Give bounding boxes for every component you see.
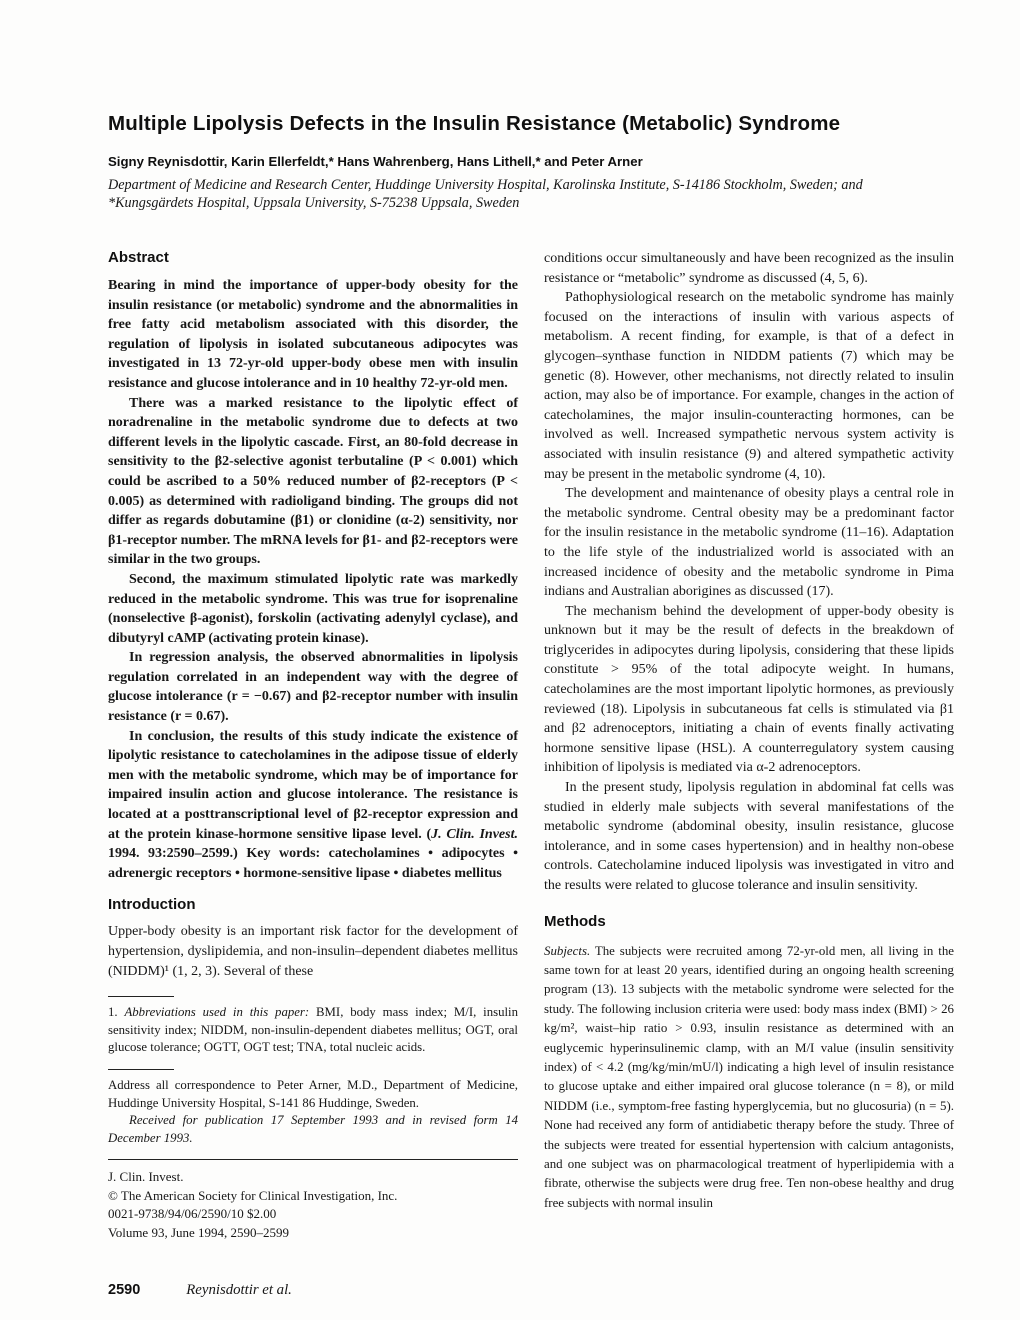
journal-name: J. Clin. Invest. [108, 1169, 184, 1185]
page-footer [108, 1281, 608, 1299]
abstract-heading: Abstract [108, 249, 169, 266]
pathophysiology-paragraph: Pathophysiological research on the metabolic syndrome has mainly focused on the interactions of insulin with various aspects of metabolism. A recent finding, for example, is that of a defect in glycogen–synthase function in NIDDM patients (7) which may be genetic (8). However, other mechanisms, not directly related to insulin action, may also be of importance. For example, changes in the action of catecholamines, the major insulin-counteracting hormones, can be involved as well. Increased sympathetic nervous system activity is associated with insulin resistance (9) and altered sympathetic activity may be present in the metabolic syndrome (4, 10). [544, 290, 954, 482]
mechanism-paragraph: The mechanism behind the development of upper-body obesity is unknown but it may be the result of defects in the breakdown of triglycerides in adipocytes during lipolysis, considering that these lipids constitute > 95% of the total adipocyte weight. In humans, catecholamines are the most important lipolytic hormones, as previously reviewed (18). Lipolysis in subcutaneous fat cells is stimulated via β1 and β2 adrenoceptors, initiating a chain of events finally activating hormone sensitive lipase (HSL). A counterregulatory system causing inhibition of lipolysis is mediated via α-2 adrenoceptors. [544, 603, 954, 776]
two-column-body [108, 249, 954, 1242]
abstract-paragraph-4: In regression analysis, the observed abnormalities in lipolysis regulation correlated in an independent way with the degree of glucose intolerance (r = −0.67) and β2-receptor number with insulin resistance (r = 0.67). [108, 650, 518, 725]
methods-heading: Methods [544, 912, 606, 930]
left-column [108, 249, 518, 1242]
volume-line: Volume 93, June 1994, 2590–2599 [108, 1224, 290, 1240]
right-column [544, 249, 954, 1213]
received-note: Received for publication 17 September 1993 and in revised form 14 December 1993. [108, 1113, 518, 1145]
footnote-divider [108, 996, 174, 997]
abbreviations-label: Abbreviations used in this paper: [124, 1005, 310, 1020]
methods-section [544, 913, 954, 1214]
issn-price-line: 0021-9738/94/06/2590/10 $2.00 [108, 1206, 277, 1222]
journal-citation: J. Clin. Invest. [431, 826, 518, 842]
abstract-conclusion-text: In conclusion, the results of this study indicate the existence of lipolytic resistance to catecholamines in the adipose tissue of elderly men with the metabolic syndrome, which may be of importance for impaired insulin action and glucose intolerance. The resistance is located at a posttranscriptional level of β2-receptor expression and at the protein kinase-hormone sensitive lipase level. ( [108, 728, 518, 842]
footnotes-block [108, 996, 518, 1242]
subjects-paragraph [544, 942, 954, 1214]
affiliation-line-2: *Kungsgärdets Hospital, Uppsala University, S-75238 Uppsala, Sweden [108, 195, 520, 212]
obesity-role-paragraph: The development and maintenance of obesity plays a central role in the metabolic syndrome. Central obesity may be a predominant factor for the insulin resistance in the metabolic syndrome (11–16). Adaptation to the life style of the industrialized world is associated with an increased incidence of obesity and the metabolic syndrome in Pima indians and Australian aborigines as discussed (17). [544, 486, 954, 600]
subjects-label: Subjects. [544, 943, 591, 958]
abstract-paragraph-5 [108, 727, 518, 884]
subjects-text: The subjects were recruited among 72-yr-old men, all living in the same town for at least 20 years, identified during an ongoing health screening program (13). 13 subjects with the metabolic syndrome were selected for the study. The following inclusion criteria were used: body mass index (BMI) > 26 kg/m², waist–hip ratio > 0.93, insulin resistance as determined with an euglycemic hyperinsulinemic clamp, with an M/I value (insulin sensitivity index) of < 4.2 (mg/kg/min/mU/l) indicating a high level of insulin resistance to glucose uptake and either impaired oral glucose tolerance (n = 8), or mild NIDDM (i.e., symptom-free fasting hyperglycemia, but no glucosuria) (n = 5). None had received any form of antidiabetic therapy before the study. Three of the subjects were treated for essential hypertension with calcium antagonists, and one subject was on pharmacological treatment of hyperlipidemia with a fibrate, otherwise the subjects were drug free. Ten non-obese healthy and drug free subjects with normal insulin [544, 943, 954, 1210]
abstract-paragraph-2: There was a marked resistance to the lipolytic effect of noradrenaline in the metabolic syndrome due to defects at two different levels in the lipolytic cascade. First, an 80-fold decrease in sensitivity to the β2-selective agonist terbutaline (P < 0.001) which could be ascribed to a 50% reduced number of β2-receptors (P < 0.005) as determined with radioligand binding. The groups did not differ as regards dobutamine (β1) or clonidine (α-2) sensitivity, nor β1-receptor number. The mRNA levels for β1- and β2-receptors were similar in the two groups. [108, 395, 518, 568]
abstract-paragraph-3: Second, the maximum stimulated lipolytic rate was markedly reduced in the metabolic syndrome. This was true for isoprenaline (nonselective β-agonist), forskolin (activating adenylyl cyclase), and dibutyryl cAMP (activating protein kinase). [108, 571, 518, 646]
introduction-paragraph: Upper-body obesity is an important risk factor for the development of hypertension, dyslipidemia, and non-insulin–dependent diabetes mellitus (NIDDM)¹ (1, 2, 3). Several of these [108, 924, 518, 979]
abstract-section [108, 249, 518, 883]
introduction-heading: Introduction [108, 896, 196, 914]
article-title: Multiple Lipolysis Defects in the Insulin Resistance (Metabolic) Syndrome [108, 112, 841, 135]
journal-info-divider [108, 1159, 518, 1160]
abstract-paragraph-1: Bearing in mind the importance of upper-body obesity for the insulin resistance (or metabolic) syndrome and the abnormalities in free fatty acid metabolism associated with this disorder, the regulation of lipolysis in isolated subcutaneous adipocytes was investigated in 13 72-yr-old upper-body obese men with insulin resistance and glucose intolerance and in 10 healthy 72-yr-old men. [108, 278, 518, 391]
correspondence-divider [108, 1069, 174, 1070]
page-number: 2590 [108, 1282, 141, 1298]
present-study-paragraph: In the present study, lipolysis regulation in abdominal fat cells was studied in elderly male subjects with several manifestations of the metabolic syndrome (abdominal obesity, insulin resistance, glucose intolerance, and in some cases hypertension) and in healthy non-obese controls. Catecholamine induced lipolysis was investigated in vitro and the results were related to glucose tolerance and insulin sensitivity. [544, 780, 954, 893]
abbreviations-footnote [108, 1004, 518, 1057]
abbreviations-text: BMI, body mass index; M/I, insulin sensitivity index; NIDDM, non-insulin-dependent diabetes mellitus; OGT, oral glucose tolerance; OGTT, OGT test; TNA, total nucleic acids. [108, 1005, 519, 1055]
affiliation-line-1: Department of Medicine and Research Center, Huddinge University Hospital, Karolinska Institute, S-14186 Stockholm, Sweden; and [108, 176, 863, 193]
authors-line: Signy Reynisdottir, Karin Ellerfeldt,* Hans Wahrenberg, Hans Lithell,* and Peter Arner [108, 154, 643, 169]
introduction-section [108, 896, 518, 981]
copyright-line: © The American Society for Clinical Investigation, Inc. [108, 1187, 398, 1203]
running-authors: Reynisdottir et al. [186, 1282, 292, 1298]
abstract-keywords-text: 1994. 93:2590–2599.) Key words: catecholamines • adipocytes • adrenergic receptors • hormone-sensitive lipase • diabetes mellitus [108, 846, 518, 881]
article-header [108, 112, 954, 213]
footnote-number: 1. [108, 1005, 125, 1020]
intro-continuation-paragraph: conditions occur simultaneously and have been recognized as the insulin resistance or “metabolic” syndrome as discussed (4, 5, 6). [544, 251, 954, 286]
correspondence-note: Address all correspondence to Peter Arner, M.D., Department of Medicine, Huddinge University Hospital, S-141 86 Huddinge, Sweden. [108, 1077, 518, 1110]
